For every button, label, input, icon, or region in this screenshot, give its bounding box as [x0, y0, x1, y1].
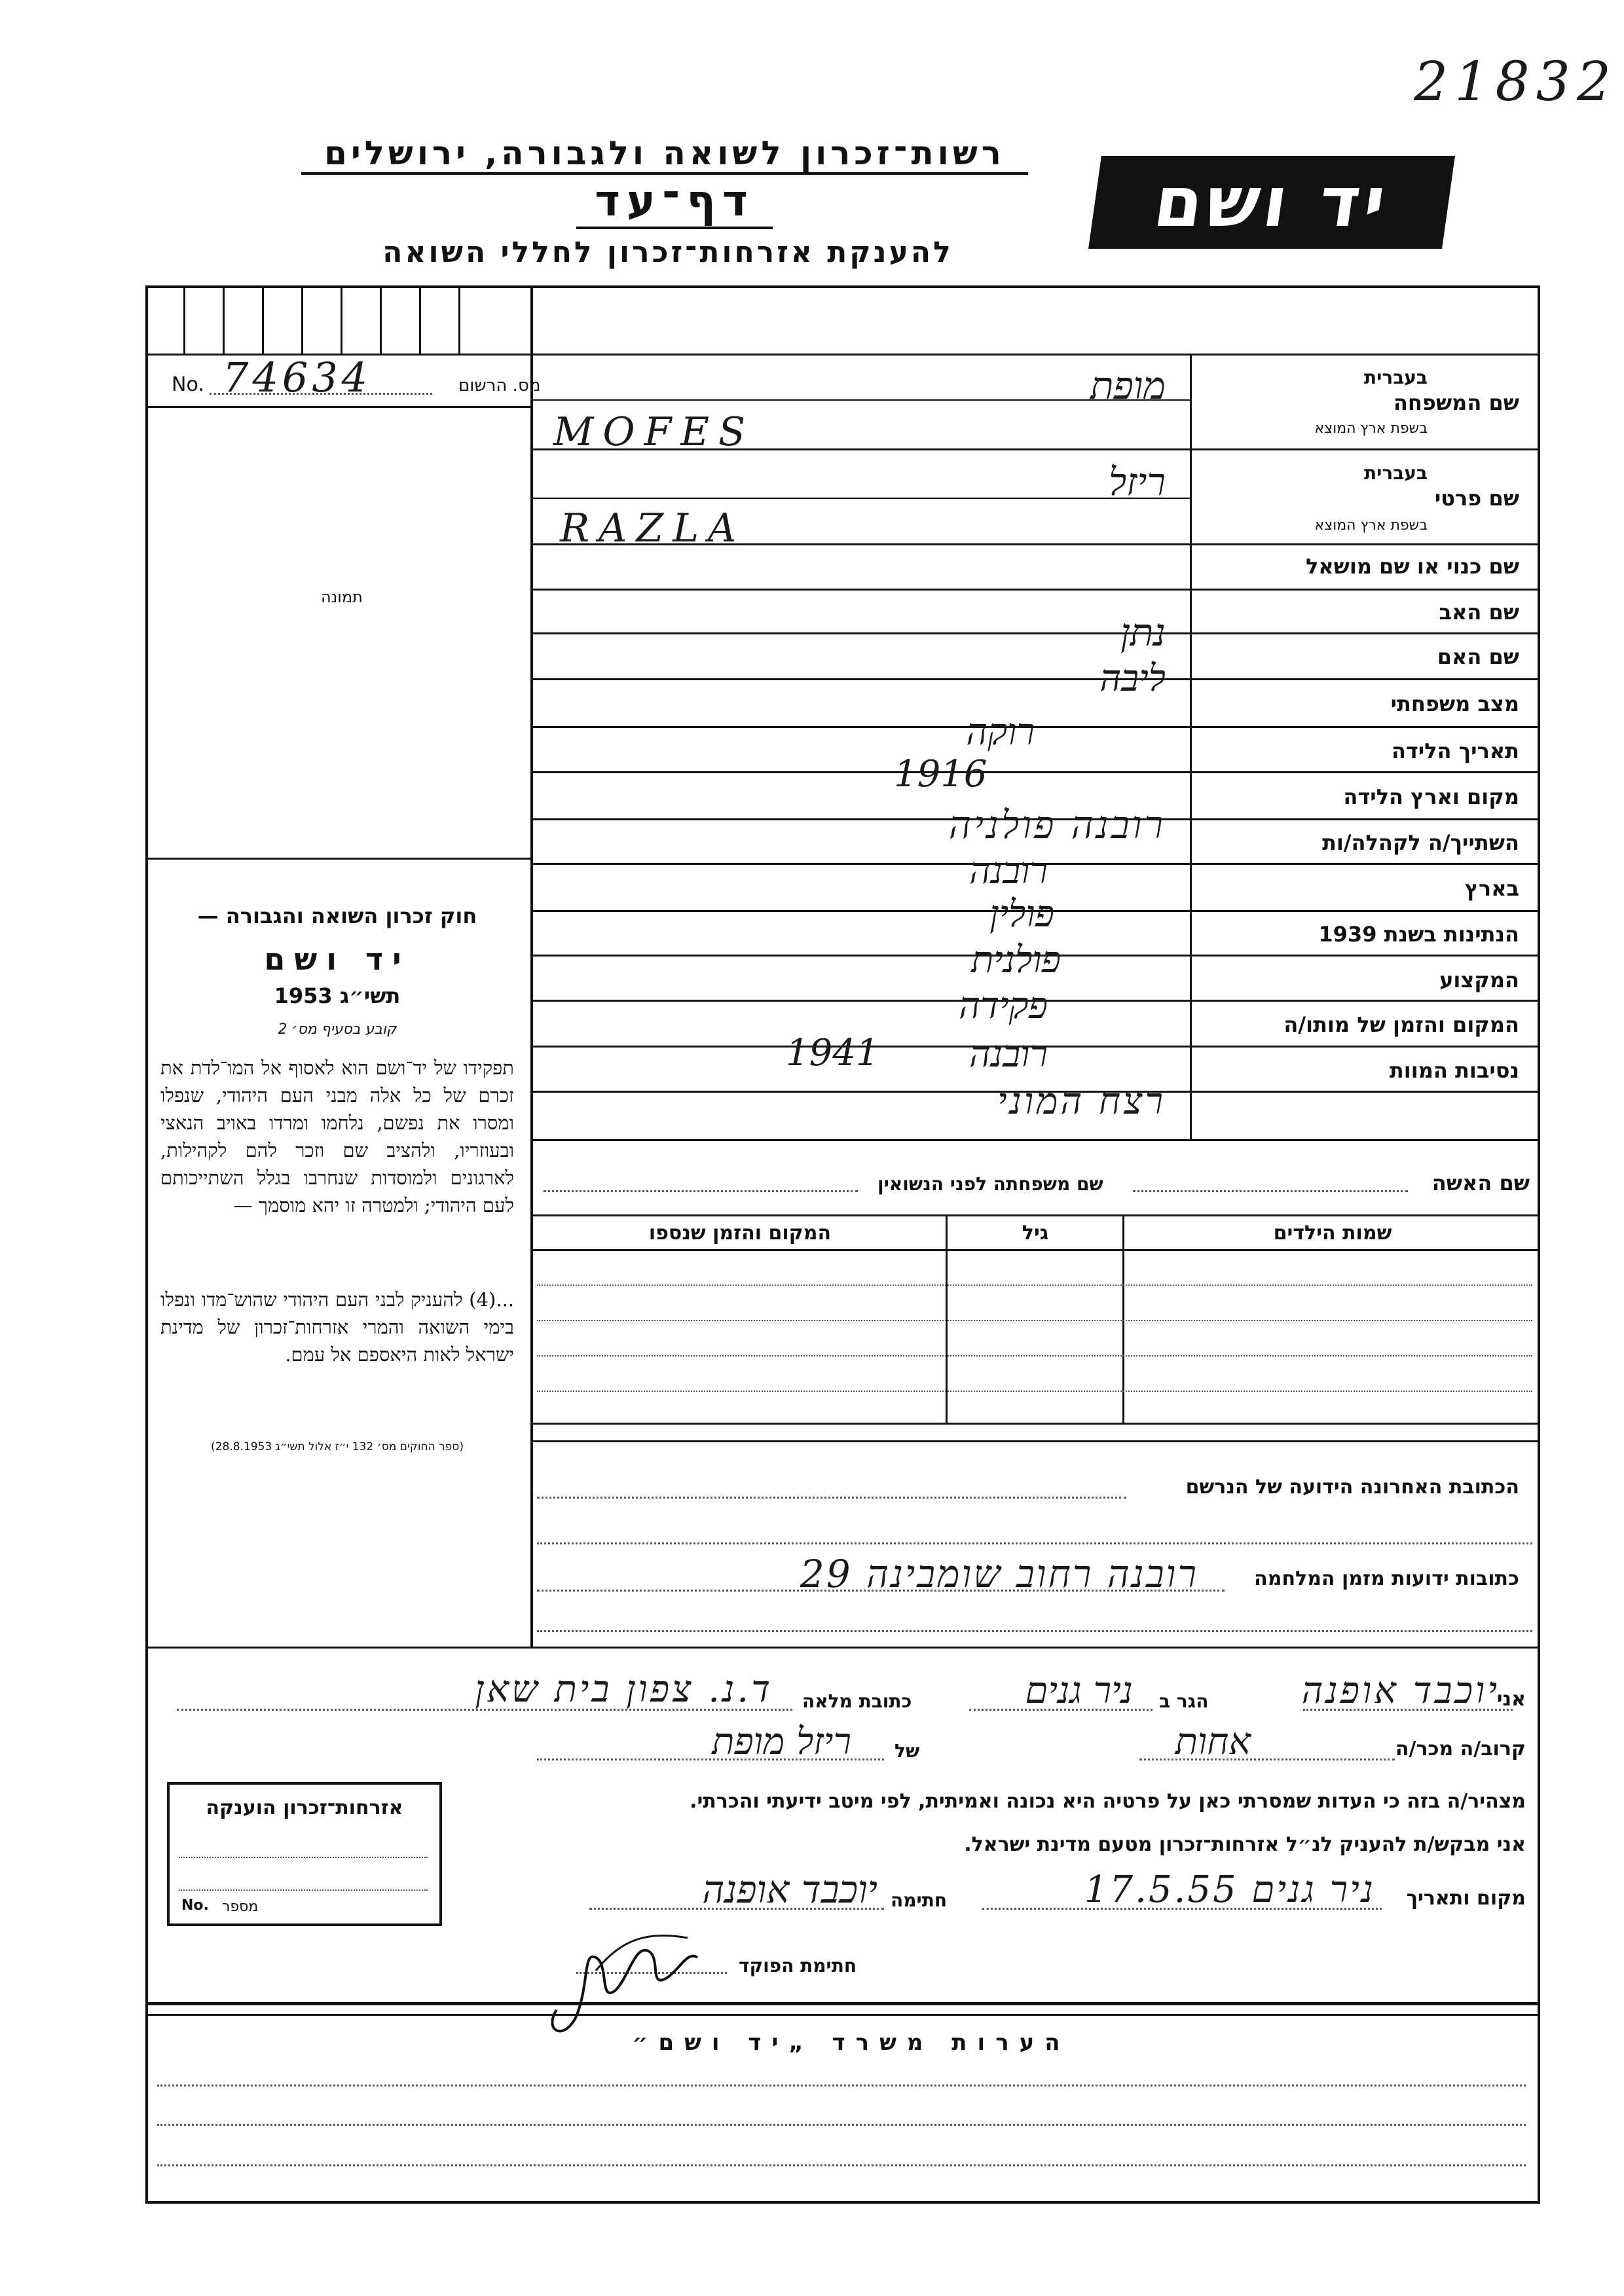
birthplace-value: רובנה פולניה	[949, 803, 1166, 847]
law-year: תשי״ג 1953	[274, 983, 401, 1008]
surname-label: שם המשפחה	[1393, 390, 1519, 415]
place-date-label: מקום ותאריך	[1406, 1887, 1526, 1910]
form-subtitle: להענקת אזרחות־זכרון לחללי השואה	[382, 236, 953, 269]
law-text-purpose: תפקידו של יד־ושם הוא לאסוף אל המו־לדת את זכרם של כל אלה מבני העם היהודי, שנפלו ומסרו את נפשם, נלחמו ומרדו באויב הנאצי ובעוזריו, ולהציב שם וזכר להם לקהילות, לארגונים ולמוסדות שנחרבו בגלל השתייכותם לעם היהודי; ולמטרה זו יהא מוסמך —	[160, 1057, 514, 1216]
given-origin-label: בשפת ארץ המוצא	[1314, 517, 1428, 534]
birthplace-label: מקום וארץ הלידה	[1343, 784, 1519, 809]
nickname-label: שם כנוי או שם מושאל	[1305, 554, 1519, 579]
resides-label: הגר ב	[1159, 1690, 1209, 1712]
place-date-value: ניר גנים 17.5.55	[1084, 1868, 1375, 1911]
father-label: שם האב	[1439, 600, 1519, 625]
registration-no-label: No.	[172, 373, 204, 396]
given-label: שם פרטי	[1434, 486, 1519, 511]
children-place-header: המקום והזמן שנספו	[648, 1222, 832, 1245]
death-place-value: רובנה	[969, 1033, 1048, 1076]
full-address-label: כתובת מלאה	[802, 1690, 912, 1712]
wife-label: שם האשה	[1431, 1171, 1530, 1195]
surname-hebrew-label: בעברית	[1363, 367, 1428, 388]
declaration-statement: מצהיר/ה בזה כי העדות שמסרתי כאן על פרטיה היא נכונה ואמיתית, לפי מיטב ידיעתי והכרתי.	[690, 1790, 1526, 1813]
wife-maiden-label: שם משפחתה לפני הנשואין	[877, 1173, 1103, 1195]
citizenship-1939-value: פולנית	[971, 939, 1061, 981]
law-title: חוק זכרון השואה והגבורה —	[197, 903, 477, 928]
community-value: רובנה	[969, 850, 1048, 892]
mother-label: שם האם	[1437, 644, 1519, 669]
registration-number: 74634	[223, 354, 372, 401]
of-label: של	[895, 1740, 920, 1762]
country-label: בארץ	[1464, 876, 1519, 901]
given-origin-value: RAZLA	[560, 505, 746, 551]
resides-value: ניר גנים	[1025, 1669, 1133, 1712]
photo-label: תמונה	[321, 588, 363, 606]
marital-label: מצב משפחתי	[1390, 691, 1519, 716]
marital-value: רוקה	[966, 711, 1035, 754]
citizenship-granted-title: אזרחות־זכרון הוענקה	[206, 1796, 403, 1819]
cause-of-death-label: נסיבות המוות	[1389, 1058, 1519, 1083]
mother-value: ליבה	[1099, 657, 1166, 700]
citizenship-no-label: No.	[181, 1897, 209, 1914]
father-value: נתן	[1120, 610, 1166, 655]
given-hebrew-value: ריזל	[1109, 460, 1166, 504]
war-address-value: רובנה רחוב שומבינה 29	[800, 1552, 1198, 1596]
birthdate-label: תאריך הלידה	[1391, 738, 1519, 763]
citizenship-number-label: מספר	[222, 1899, 259, 1915]
law-text-citizenship: ...(4) להעניק לבני העם היהודי שהוש־מדו ונפלו בימי השואה והמרי אזרחות־זכרון של מדינת ישראל לאות היאספם אל עמם.	[160, 1288, 514, 1366]
citizenship-1939-label: הנתינות בשנת 1939	[1318, 922, 1519, 947]
office-notes-title: הערות משרד „יד ושם״	[632, 2030, 1071, 2056]
war-address-label: כתובות ידועות מזמן המלחמה	[1254, 1567, 1519, 1590]
children-age-header: גיל	[1022, 1222, 1049, 1245]
last-address-label: הכתובת האחרונה הידועה של הנרשם	[1185, 1476, 1519, 1499]
relation-label: קרוב/ה מכר/ה	[1395, 1738, 1526, 1760]
death-place-time-label: המקום והזמן של מותו/ה	[1283, 1012, 1519, 1037]
page-number: 21832	[1414, 51, 1617, 113]
law-clause: קובע בסעיף מס׳ 2	[278, 1021, 397, 1038]
law-name: יד ושם	[264, 941, 411, 977]
title-rule	[576, 227, 773, 229]
profession-value: פקידה	[959, 985, 1048, 1027]
given-hebrew-label: בעברית	[1363, 462, 1428, 484]
relation-value: אחות	[1175, 1721, 1251, 1763]
death-year-value: 1941	[786, 1032, 879, 1074]
surname-origin-label: בשפת ארץ המוצא	[1314, 420, 1428, 437]
of-value: ריזל מופת	[712, 1721, 851, 1763]
declarant-signature: יוכבד אופנה	[702, 1867, 877, 1912]
logo-text: יד ושם	[1149, 162, 1395, 242]
surname-hebrew-value: מופת	[1090, 363, 1166, 408]
declaration-request: אני מבקש/ת להעניק לנ״ל אזרחות־זכרון מטעם מדינת ישראל.	[964, 1833, 1526, 1856]
citizenship-granted-box	[167, 1782, 442, 1926]
full-address-value: ד.נ. צפון בית שאן	[475, 1668, 773, 1711]
declarant-label: אני	[1496, 1688, 1526, 1711]
country-value: פולין	[989, 893, 1054, 936]
profession-label: המקצוע	[1439, 968, 1519, 993]
birthdate-value: 1916	[894, 753, 987, 795]
yad-vashem-logo	[1088, 156, 1455, 249]
children-names-header: שמות הילדים	[1273, 1222, 1392, 1245]
law-source: (ספר החוקים מס׳ 132 י״ז אלול תשי״ג 28.8.1953)	[211, 1440, 464, 1453]
officer-signature-label: חתימת הפוקד	[739, 1955, 857, 1977]
signature-label: חתימה	[891, 1889, 948, 1911]
cause-of-death-value: רצח המוני	[997, 1080, 1166, 1123]
officer-signature-scribble	[537, 1912, 707, 2049]
form-title: דף־עד	[595, 175, 754, 226]
declarant-name: יוכבד אופנה	[1301, 1669, 1500, 1712]
authority-name: רשות־זכרון לשואה ולגבורה, ירושלים	[301, 134, 1028, 175]
community-label: השתייך/ה לקהלה/ות	[1321, 830, 1519, 855]
registration-label: מס. הרשום	[458, 376, 541, 395]
surname-origin-value: MOFES	[553, 409, 755, 455]
